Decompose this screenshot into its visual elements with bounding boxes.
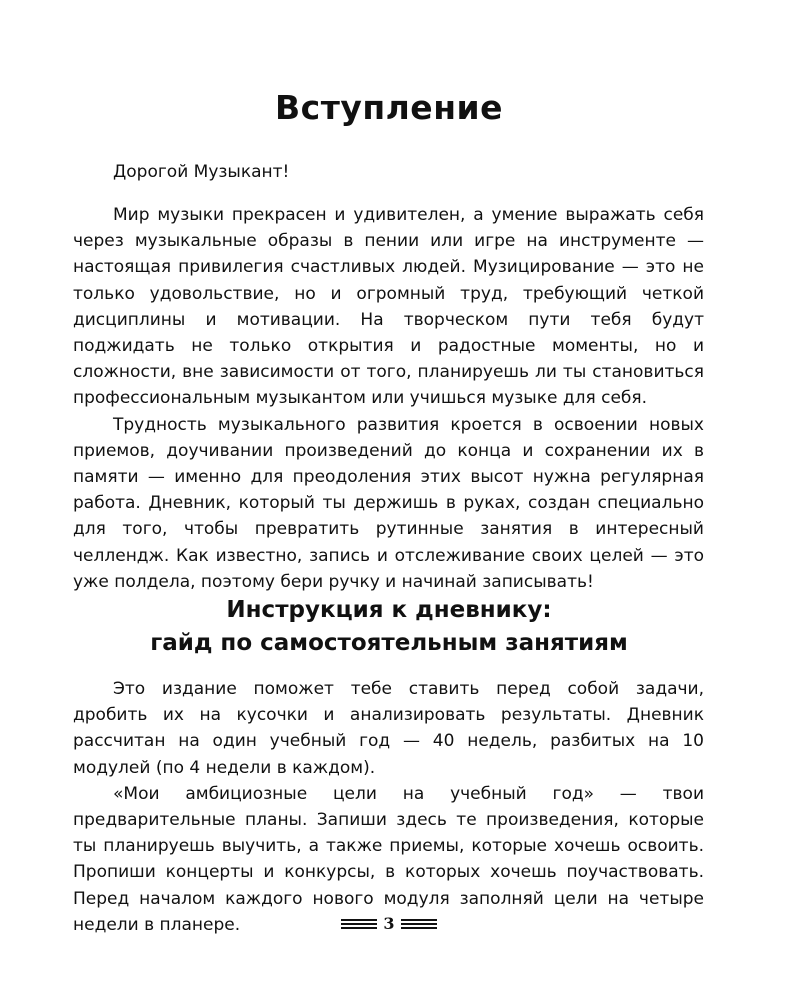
- intro-paragraph-2: Трудность музыкального развития кроется в освоении новых приемов, доучивании произведений до конца и сохранении их в памяти — именно для преодоления этих высот нужна регулярная работа. Дневник, который ты держишь в руках, создан специально для того, чтобы превратить рутинные занятия в интересный челлендж. Как известно, запись и отслеживание своих целей — это уже полдела, поэтому бери ручку и начинай записывать!: [73, 414, 704, 592]
- footer-rule-right: [401, 919, 437, 929]
- footer-rule-left: [341, 919, 377, 929]
- guide-paragraph-2: «Мои амбициозные цели на учебный год» — твои предварительные планы. Запиши здесь те произведения, которые ты планируешь выучить, а также приемы, которые хочешь освоить. Пропиши концерты и конкурсы, в которых хочешь поучаствовать. Перед началом каждого нового модуля заполняй цели на четыре недели в планере.: [73, 783, 704, 935]
- section-heading: [0, 594, 778, 660]
- intro-paragraph-1: Мир музыки прекрасен и удивителен, а умение выражать себя через музыкальные образы в пении или игре на инструменте — настоящая привилегия счастливых людей. Музицирование — это не только удовольствие, но и огромный труд, требующий четкой дисциплины и мотивации. На творческом пути тебя будут поджидать не только открытия и радостные моменты, но и сложности, вне зависимости от того, планируешь ли ты становиться профессиональным музыкантом или учишься музыке для себя.: [73, 205, 704, 409]
- guide-paragraph-1: Это издание поможет тебе ставить перед собой задачи, дробить их на кусочки и анализировать результаты. Дневник рассчитан на один учебный год — 40 недель, разбитых на 10 модулей (по 4 недели в каждом).: [73, 679, 704, 778]
- greeting: Дорогой Музыкант!: [113, 162, 290, 182]
- page-title: Вступление: [274, 88, 503, 127]
- section-heading-line-2: гайд по самостоятельным занятиям: [150, 630, 628, 656]
- page-number: 3: [383, 914, 395, 933]
- guide-text: [73, 676, 704, 938]
- page-footer: [0, 915, 778, 933]
- section-heading-line-1: Инструкция к дневнику:: [226, 597, 552, 623]
- intro-text: [73, 202, 704, 595]
